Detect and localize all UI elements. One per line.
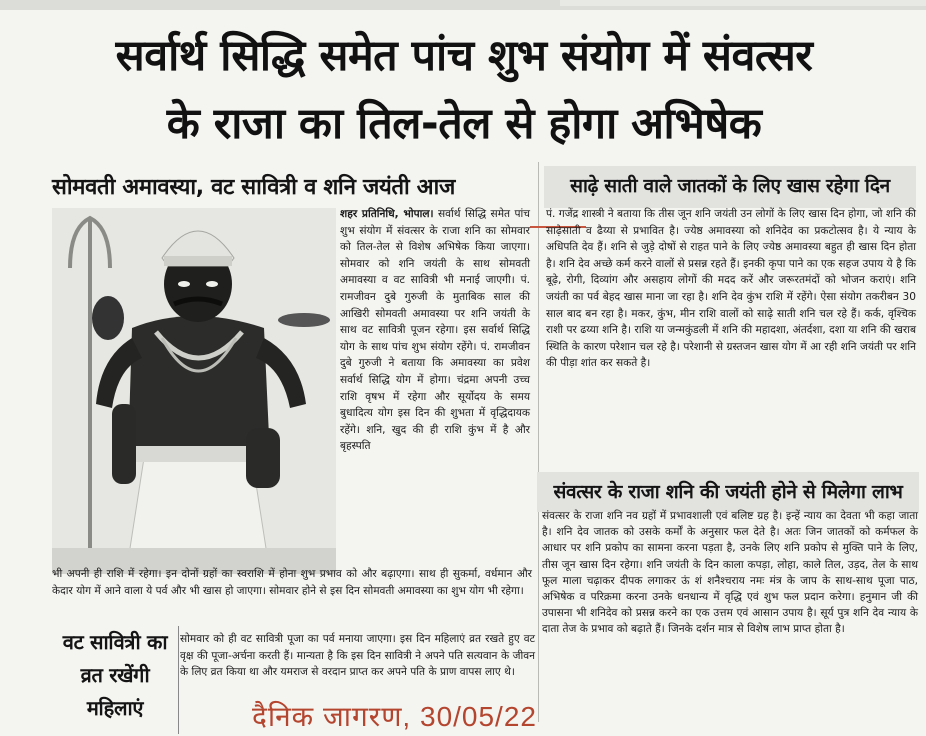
main-article-continuation: भी अपनी ही राशि में रहेगा। इन दोनों ग्रहों का स्वराशि में होना शुभ प्रभाव को और बढ़ाएगा। साथ ही सुकर्मा, वर्धमान और केदार योग में आने वाला ये पर्व और भी खास हो जाएगा। सोमवार होने से इस दिन सोमवती अमावस्या का शुभ योग भी रहेगा।	[52, 568, 532, 597]
headline-line-2: के राजा का तिल-तेल से होगा अभिषेक	[166, 99, 762, 149]
previous-page-strip-right	[560, 0, 926, 6]
main-article-text: सर्वार्थ सिद्धि समेत पांच शुभ संयोग में संवत्सर के राजा शनि का सोमवार को तिल-तेल से विशेष अभिषेक किया जाएगा। सोमवार को शनि जयंती के साथ सोमवती अमावस्या व वट सावित्री भी मनाई जाएगी। पं. रामजीवन दुबे गुरुजी के मुताबिक साल की आखिरी सोमवती अमावस्या पर शनि जयंती के साथ वट सावित्री पूजन रहेगा। इस सर्वार्थ सिद्धि योग के साथ पांच शुभ संयोग रहेंगे। पं. रामजीवन दुबे गुरुजी ने बताया कि अमावस्या का प्रवेश सर्वार्थ सिद्धि योग में होगा। चंद्रमा अपनी उच्च राशि वृषभ में रहेगा और सूर्योदय के समय बुधादित्य योग इस दिन की शुभता में वृद्धिदायक रहेंगे। शनि, खुद की ही राशि कुंभ में है और बृहस्पति	[340, 208, 530, 453]
publication-watermark: दैनिक जागरण, 30/05/22	[252, 701, 537, 732]
dateline: शहर प्रतिनिधि, भोपाल।	[340, 208, 434, 220]
samvatsar-body: संवत्सर के राजा शनि नव ग्रहों में प्रभावशाली एवं बलिष्ट ग्रह है। इन्हें न्याय का देवता भी कहा जाता है। शनि देव जातक को उसके कर्मों के अनुसार फल देते है। अतः जिन जातकों को कर्मफल के आधार पर शनि प्रकोप का सामना करना पड़ता है, उनके लिए शनि प्रकोप से मुक्ति पाने के लिए, तीस जून खास दिन रहेगा। शनि जयंती के दिन काला कपड़ा, लोहा, काले तिल, उड़द, तेल के साथ फूल माला चढ़ाकर दीपक लगाकर ऊं शं शनैश्चराय नमः मंत्र के जाप के साथ-साथ पूजा पाठ, अभिषेक व परिक्रमा करना उनके धनधान्य में वृद्धि एवं शुभ फल प्रदान करेगा। हनुमान जी की उपासना भी शनिदेव को प्रसन्न करने का एक उत्तम एवं आसान उपाय है। सूर्य पुत्र शनि देव न्याय के दाता तेज के प्रभाव को बढ़ाते हैं। जिनके दर्शन मात्र से विशेष लाभ प्राप्त होता है।	[542, 510, 918, 636]
samvatsar-heading: संवत्सर के राजा शनि की जयंती होने से मिलेगा लाभ	[537, 472, 919, 512]
sade-sati-heading: साढ़े साती वाले जातकों के लिए खास रहेगा दिन	[544, 166, 916, 208]
shani-statue-photo	[52, 208, 336, 574]
vat-savitri-heading: वट सावित्री का व्रत रखेंगी महिलाएं	[52, 626, 179, 734]
statue-illustration	[52, 208, 336, 574]
sade-sati-body: पं. गजेंद्र शास्त्री ने बताया कि तीस जून शनि जयंती उन लोगों के लिए खास दिन होगा, जो शनि की साढ़ेसाती व ढैय्या से प्रभावित है। ज्येष्ठ अमावस्या को शनिदेव का प्रकटोत्सव है। ये न्याय के अधिपति देव हैं। शनि से जुड़े दोषों से राहत पाने के लिए ज्येष्ठ अमावस्या बहुत ही खास दिन होता है। शनि देव अच्छे कर्म करने वालों से प्रसन्न रहते हैं। इनकी कृपा पाने का एक सहज उपाय ये है कि बूढ़े, रोगी, दिव्यांग और असहाय लोगों की मदद करें और जरूरतमंदों को भोजन कराएं। शनि जयंती का पर्व बेहद खास माना जा रहा है। शनि देव कुंभ राशि में रहेंगे। ऐसा संयोग तकरीबन 30 साल बाद बन रहा है। मकर, कुंभ, मीन राशि वालों को साढ़े साती शनि चल रहे हैं। कर्क, वृश्चिक राशी पर ढय्या शनि है। राशि या जन्मकुंडली में शनि की महादशा, अंतर्दशा, दशा या शनि की खराब स्थिति के कारण परेशान चल रहे है। परेशानी से ग्रस्तजन खास योग में आ रही शनि जयंती पर शनि की पीड़ा शांत कर सकते है।	[546, 208, 916, 370]
headline-line-1: सर्वार्थ सिद्धि समेत पांच शुभ संयोग में संवत्सर	[115, 31, 813, 81]
subheadline: सोमवती अमावस्या, वट सावित्री व शनि जयंती आज	[52, 175, 455, 200]
vat-savitri-body: सोमवार को ही वट सावित्री पूजा का पर्व मनाया जाएगा। इस दिन महिलाएं व्रत रखते हुए वट वृक्ष की पूजा-अर्चना करती हैं। मान्यता है कि इस दिन सावित्री ने अपने पति सत्यवान के जीवन के लिए व्रत किया था और यमराज से वरदान प्राप्त कर अपने पति के प्राण वापस लाए थे।	[180, 633, 535, 679]
main-article-body	[340, 206, 530, 455]
column-divider	[538, 162, 539, 722]
main-headline	[18, 22, 910, 158]
